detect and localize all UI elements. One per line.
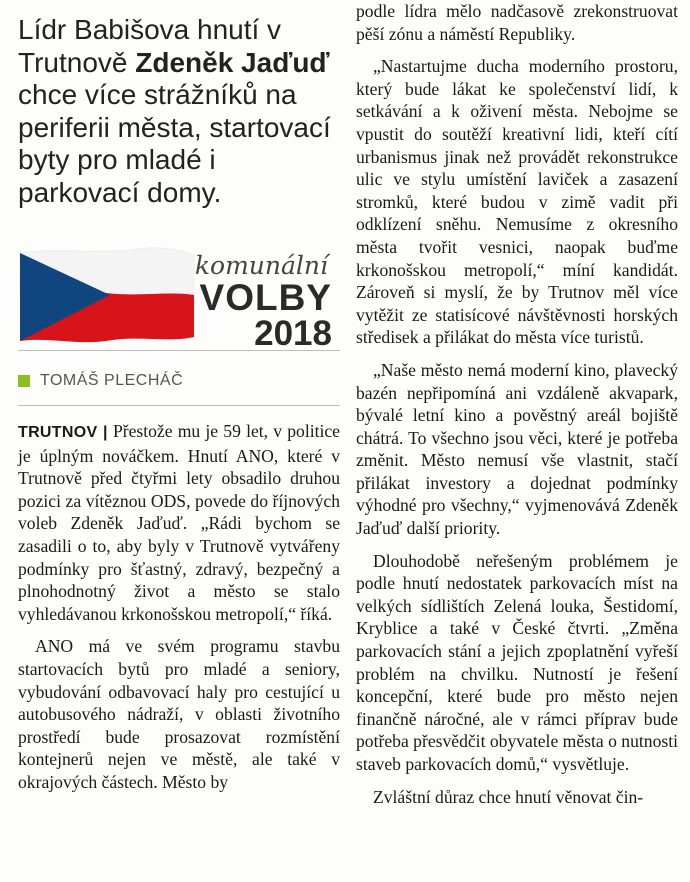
headline-name: Zdeněk Jaďuď <box>135 46 330 78</box>
headline-part1: Lídr Babišova hnutí v Trutnově <box>18 14 282 78</box>
author-byline <box>18 371 340 391</box>
logo-text <box>195 251 332 352</box>
left-body <box>18 420 340 794</box>
paragraph: „Nastartujme ducha moderního prostoru, který bude lákat ke společenství lidí, k setkávání a k oživení města. Nebojme se vpustit do soutěží kreativní lidi, kteří cítí urbanismus jinak než provádět rekonstrukce ulic ve stylu umístění laviček a zasazení stromků, které budou v zimě vadit při odklízení sněhu. Nemusíme z okresního města tvořit vesnici, naopak buďme krkonošskou metropolí,“ míní kandidát. Zároveň si myslí, že by Trutnov měl více vytěžit ze statisícové návštěvnosti horských středisek a přilákat do města více turistů. <box>356 56 678 348</box>
author-square-icon <box>18 375 30 387</box>
paragraph: „Naše město nemá moderní kino, plavecký bazén nepřipomíná ani vzdáleně akvapark, bývalé letní kino a pověstný areál bojiště chátrá. To všechno jsou věci, které je potřeba změnit. Město nemusí vše vlastnit, stačí přilákat investory a dojednat podmínky výhodné pro všechny,“ vyjmenovává Zdeněk Jaďuď další priority. <box>356 359 678 539</box>
paragraph: ANO má ve svém programu stavbu startovacích bytů pro mladé a seniory, vybudování odbavovací haly pro cestující u autobusového nádraží, v oblasti životního prostředí bude prosazovat rozmístění kontejnerů nejen ve městě, ale také v okrajových částech. Město by <box>18 636 340 792</box>
right-column <box>356 0 678 808</box>
logo-volby: VOLBY <box>199 277 332 318</box>
paragraph: Zvláštní důraz chce hnutí věnovat čin- <box>373 786 644 807</box>
author-name: TOMÁŠ PLECHÁČ <box>40 372 184 389</box>
czech-flag-icon <box>18 245 196 345</box>
paragraph <box>18 420 340 625</box>
logo-komunalni: komunální <box>194 251 328 280</box>
dateline: TRUTNOV | <box>18 424 108 441</box>
left-column <box>18 14 340 794</box>
article-headline <box>18 14 340 209</box>
paragraph: Dlouhodobě neřešeným problémem je podle hnutí nedostatek parkovacích míst na velkých sídlištích Zelená louka, Šestidomí, Kryblice a také v České čtvrti. „Změna parkovacích stání a jejich zpoplatnění vyřeší problém na chvilku. Nutností je řešení koncepční, které bude pro město nejen finančně náročné, ale v rámci příprav bude potřeba přesvědčit obyvatele města o nutnosti staveb parkovacích domů,“ vysvětluje. <box>356 550 678 774</box>
logo-year: 2018 <box>254 314 332 353</box>
paragraph: podle lídra mělo nadčasově zrekonstruovat pěší zónu a náměstí Republiky. <box>356 1 678 44</box>
divider <box>18 405 340 406</box>
headline-part2: chce více strážníků na periferii města, startovací byty pro mladé i parkovací domy. <box>18 79 331 208</box>
elections-logo <box>18 245 340 351</box>
paragraph-text: Přestože mu je 59 let, v politice je úplným nováčkem. Hnutí ANO, které v Trutnově před čtyřmi lety obsadilo druhou pozici za vítěznou ODS, povede do říjnových voleb Zdeněk Jaďuď. „Rádi bychom se zasadili o to, aby byly v Trutnově vytvářeny podmínky pro šťastný, zdravý, bezpečný a plnohodnotný život a město se stalo vyhledávanou krkonošskou metropolí,“ říká. <box>18 421 340 624</box>
